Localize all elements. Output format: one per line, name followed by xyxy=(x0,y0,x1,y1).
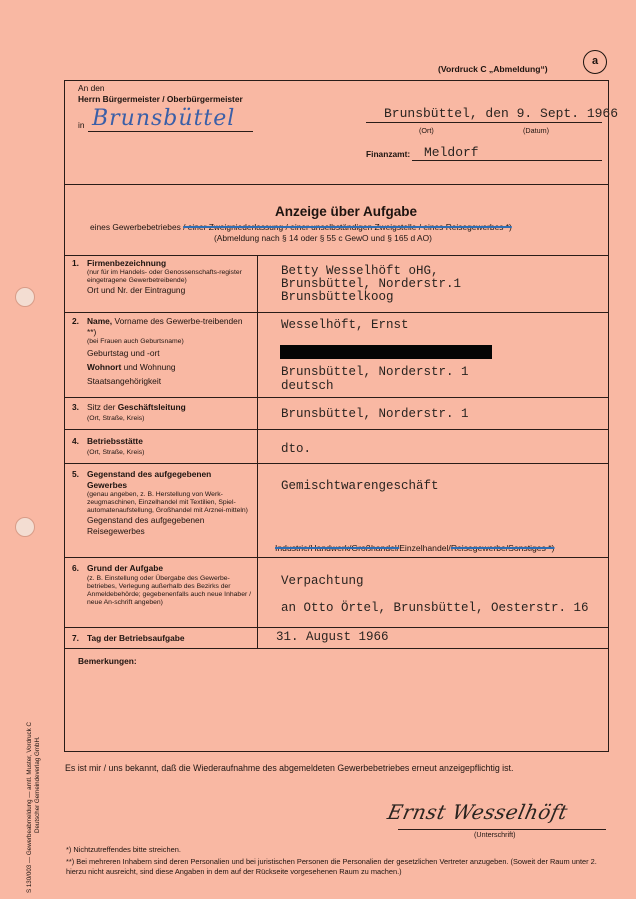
s4-divider xyxy=(64,463,609,464)
signature-label: (Unterschrift) xyxy=(474,830,516,839)
form-title-line3: (Abmeldung nach § 14 oder § 55 c GewO und § 165 d AO) xyxy=(214,233,432,243)
s1-value3: Brunsbüttelkoog xyxy=(281,290,394,304)
s3-value: Brunsbüttel, Norderstr. 1 xyxy=(281,407,469,421)
footnote-1: *) Nichtzutreffendes bitte streichen. xyxy=(66,845,181,854)
s7-title: Tag der Betriebsaufgabe xyxy=(87,633,185,643)
s2-num: 2. xyxy=(72,316,79,326)
punch-hole-bottom xyxy=(15,517,35,537)
s2-home-rest: und Wohnung xyxy=(123,362,176,372)
form-label: (Vordruck C „Abmeldung“) xyxy=(438,64,548,74)
s2-home-bold: Wohnort xyxy=(87,362,122,372)
s5-value: Gemischtwarengeschäft xyxy=(281,479,439,493)
punch-hole-top xyxy=(15,287,35,307)
form-variant-circle xyxy=(583,50,607,74)
s5-title: Gegenstand des aufgegebenen Gewerbes xyxy=(87,469,212,490)
s6-label-block xyxy=(87,563,252,607)
s5-category-struck2: Reisegewerbe/Sonstiges *) xyxy=(450,543,555,553)
s6-divider xyxy=(64,627,609,628)
s2-birth-label: Geburtstag und -ort xyxy=(87,348,160,358)
frame-left xyxy=(64,80,65,752)
s2-label-block xyxy=(87,316,252,387)
title-divider-top xyxy=(64,184,609,185)
addressee-city-handwritten: Brunsbüttel xyxy=(92,106,236,131)
s2-value-home: Brunsbüttel, Norderstr. 1 xyxy=(281,365,469,379)
addressee-line1: An den xyxy=(78,83,105,93)
date-label: (Datum) xyxy=(523,126,549,135)
s1-extra: Ort und Nr. der Eintragung xyxy=(87,285,186,295)
s2-home-line xyxy=(87,362,252,373)
s5-sub: (genau angeben, z. B. Herstellung von Werk-zeugmaschinen, Einzelhandel mit Textilien, Spiel-automatenaufstellung, Großhandel mit Arznei-mitteln) xyxy=(87,491,248,514)
s4-sub: (Ort, Straße, Kreis) xyxy=(87,449,145,456)
s3-title-bold: Geschäftsleitung xyxy=(117,402,186,412)
place-label: (Ort) xyxy=(419,126,434,135)
frame-right xyxy=(608,80,609,752)
s3-title-line xyxy=(87,402,252,413)
form-title-line2 xyxy=(90,222,512,233)
title-struck-options: / einer Zweigniederlassung / einer unselbständigen Zweigstelle / eines Reisegewerbes *) xyxy=(183,222,512,232)
s1-divider xyxy=(64,312,609,313)
s1-sub: (nur für im Handels- oder Genossenschafts-register eingetragene Gewerbetreibende) xyxy=(87,269,242,284)
s4-title: Betriebsstätte xyxy=(87,436,143,446)
place-date-underline xyxy=(366,122,602,123)
s6-value2: an Otto Örtel, Brunsbüttel, Oesterstr. 16 xyxy=(281,601,589,615)
s6-title: Grund der Aufgabe xyxy=(87,563,163,573)
s1-value2: Brunsbüttel, Norderstr.1 xyxy=(281,277,462,291)
s5-category-kept: Einzelhandel/ xyxy=(399,543,451,553)
s3-num: 3. xyxy=(72,402,79,412)
s1-title: Firmenbezeichnung xyxy=(87,258,167,268)
form-variant-letter: a xyxy=(591,55,599,67)
s5-divider xyxy=(64,557,609,558)
s1-value1: Betty Wesselhöft oHG, xyxy=(281,264,439,278)
s2-title-line xyxy=(87,316,252,338)
s1-num: 1. xyxy=(72,258,79,268)
title-prefix: eines Gewerbebetriebes xyxy=(90,222,181,232)
s4-num: 4. xyxy=(72,436,79,446)
s5-num: 5. xyxy=(72,469,79,479)
s2-title: Name, xyxy=(87,316,113,326)
s6-num: 6. xyxy=(72,563,79,573)
addressee-in-label: in xyxy=(78,120,85,130)
frame-bottom xyxy=(64,751,609,752)
remarks-label: Bemerkungen: xyxy=(78,656,137,666)
s5-extra: Gegenstand des aufgegebenen Reisegewerbes xyxy=(87,515,205,536)
addressee-line2: Herrn Bürgermeister / Oberbürgermeister xyxy=(78,94,243,104)
s2-redacted-birth xyxy=(280,345,492,359)
addressee-city-underline xyxy=(88,131,253,132)
finanzamt-label: Finanzamt: xyxy=(366,149,411,159)
s3-sub: (Ort, Straße, Kreis) xyxy=(87,415,145,422)
s4-label-block xyxy=(87,436,252,457)
s7-value: 31. August 1966 xyxy=(276,630,389,644)
frame-top xyxy=(64,80,609,81)
signature-handwritten: Ernst Wesselhöft xyxy=(385,800,571,824)
footnote-2: **) Bei mehreren Inhabern sind deren Personalien und bei juristischen Personen die Personalien der gesetzlichen Vertreter anzugeben. (Soweit der Raum unter 2. hierzu nicht ausreicht, sind diese Angaben in dem auf der Rückseite vorgesehenen Raum zu machen.) xyxy=(66,857,597,876)
finanzamt-underline xyxy=(412,160,602,161)
s7-num: 7. xyxy=(72,633,79,643)
s2-title-rest: Vorname des Gewerbe-treibenden **) xyxy=(87,316,243,337)
table-mid-line xyxy=(257,255,258,648)
s2-sub: (bei Frauen auch Geburtsname) xyxy=(87,338,184,345)
side-print-line2: Deutscher Gemeindeverlag GmbH. xyxy=(34,736,41,833)
s5-category-struck1: Industrie/Handwerk/Großhandel/ xyxy=(275,543,400,553)
notice-text: Es ist mir / uns bekannt, daß die Wiederaufnahme des abgemeldeten Gewerbebetriebes erneut anzeigepflichtig ist. xyxy=(65,763,514,773)
s4-value: dto. xyxy=(281,442,312,456)
side-print-info xyxy=(26,663,42,893)
place-date-value: Brunsbüttel, den 9. Sept. 1966 xyxy=(384,106,619,121)
s3-title-pre: Sitz der xyxy=(87,402,116,412)
s6-sub: (z. B. Einstellung oder Übergabe des Gewerbe-betriebes, Verlegung außerhalb des Bezirks der Anmeldebehörde; gegebenenfalls auch neue Inhaber / neue An-schrift angeben) xyxy=(87,575,252,606)
table-top xyxy=(64,255,609,256)
s2-value-name: Wesselhöft, Ernst xyxy=(281,318,409,332)
side-print-line1: S 130/003 — Gewerbeabmeldung — amtl. Muster, Vordruck C xyxy=(26,722,33,893)
s7-divider xyxy=(64,648,609,649)
form-title: Anzeige über Aufgabe xyxy=(274,204,417,219)
s6-value1: Verpachtung xyxy=(281,574,364,588)
s5-label-block xyxy=(87,469,252,537)
s2-divider xyxy=(64,397,609,398)
s3-label-block xyxy=(87,402,252,423)
finanzamt-value: Meldorf xyxy=(424,145,479,160)
s5-category-line xyxy=(275,543,554,554)
s2-nat-label: Staatsangehörigkeit xyxy=(87,376,162,386)
s2-value-nat: deutsch xyxy=(281,379,334,393)
s3-divider xyxy=(64,429,609,430)
s1-label-block xyxy=(87,258,252,296)
